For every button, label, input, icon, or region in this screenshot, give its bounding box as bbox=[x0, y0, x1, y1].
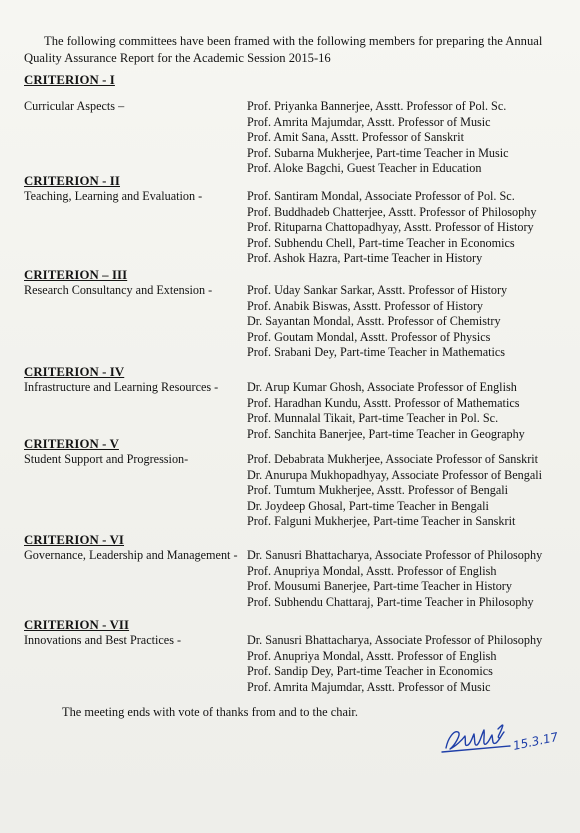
signature-date: 15.3.17 bbox=[511, 729, 560, 753]
criterion-4-section bbox=[24, 365, 564, 441]
criterion-aspect: Infrastructure and Learning Resources - bbox=[24, 380, 219, 394]
member-list bbox=[247, 452, 542, 530]
member-item: Prof. Amrita Majumdar, Asstt. Professor of Music bbox=[247, 679, 491, 694]
member-item: Dr. Joydeep Ghosal, Part-time Teacher in Bengali bbox=[247, 498, 489, 513]
member-item: Prof. Subhendu Chattaraj, Part-time Teacher in Philosophy bbox=[247, 594, 534, 609]
criterion-3-section bbox=[24, 268, 564, 360]
member-item: Prof. Amrita Majumdar, Asstt. Professor of Music bbox=[247, 114, 491, 129]
member-item: Prof. Srabani Dey, Part-time Teacher in Mathematics bbox=[247, 345, 506, 360]
member-item: Prof. Buddhadeb Chatterjee, Asstt. Professor of Philosophy bbox=[247, 204, 537, 219]
criterion-aspect: Teaching, Learning and Evaluation - bbox=[24, 189, 203, 203]
criterion-heading: CRITERION - II bbox=[24, 174, 120, 188]
member-item: Prof. Uday Sankar Sarkar, Asstt. Professor of History bbox=[247, 283, 508, 297]
member-item: Prof. Haradhan Kundu, Asstt. Professor of Mathematics bbox=[247, 395, 520, 410]
criterion-aspect: Curricular Aspects – bbox=[24, 99, 125, 113]
member-item: Prof. Debabrata Mukherjee, Associate Professor of Sanskrit bbox=[247, 452, 539, 466]
criterion-6-section bbox=[24, 533, 564, 609]
criterion-row bbox=[24, 283, 564, 360]
member-item: Prof. Rituparna Chattopadhyay, Asstt. Professor of History bbox=[247, 220, 534, 235]
criterion-heading: CRITERION - IV bbox=[24, 365, 125, 379]
member-item: Dr. Sanusri Bhattacharya, Associate Professor of Philosophy bbox=[247, 548, 543, 562]
criterion-row bbox=[24, 633, 564, 694]
handwritten-signature bbox=[440, 716, 575, 761]
member-list bbox=[247, 283, 507, 361]
member-item: Prof. Priyanka Bannerjee, Asstt. Professor of Pol. Sc. bbox=[247, 99, 507, 113]
member-item: Dr. Anurupa Mukhopadhyay, Associate Professor of Bengali bbox=[247, 467, 543, 482]
member-item: Prof. Sandip Dey, Part-time Teacher in Economics bbox=[247, 664, 493, 679]
criterion-heading: CRITERION - VI bbox=[24, 533, 125, 547]
member-item: Prof. Amit Sana, Asstt. Professor of Sanskrit bbox=[247, 130, 465, 145]
member-item: Prof. Anabik Biswas, Asstt. Professor of History bbox=[247, 298, 483, 313]
criterion-aspect: Innovations and Best Practices - bbox=[24, 633, 182, 647]
member-item: Prof. Subarna Mukherjee, Part-time Teacher in Music bbox=[247, 145, 509, 160]
member-item: Dr. Arup Kumar Ghosh, Associate Professor of English bbox=[247, 380, 517, 394]
member-list bbox=[247, 189, 536, 267]
member-item: Prof. Tumtum Mukherjee, Asstt. Professor of Bengali bbox=[247, 483, 509, 498]
criterion-row bbox=[24, 99, 564, 176]
member-list bbox=[247, 99, 509, 177]
member-item: Prof. Anupriya Mondal, Asstt. Professor of English bbox=[247, 563, 497, 578]
criterion-aspect: Student Support and Progression- bbox=[24, 452, 189, 466]
member-item: Dr. Sayantan Mondal, Asstt. Professor of Chemistry bbox=[247, 314, 501, 329]
member-list bbox=[247, 633, 542, 695]
criterion-row bbox=[24, 189, 564, 266]
criterion-row bbox=[24, 452, 564, 529]
criterion-aspect: Governance, Leadership and Management - bbox=[24, 548, 238, 562]
criterion-heading: CRITERION - VII bbox=[24, 618, 130, 632]
member-item: Prof. Subhendu Chell, Part-time Teacher in Economics bbox=[247, 235, 515, 250]
member-item: Prof. Aloke Bagchi, Guest Teacher in Education bbox=[247, 161, 482, 176]
criterion-1-section bbox=[24, 73, 564, 176]
criterion-2-section bbox=[24, 174, 564, 266]
closing-remark: The meeting ends with vote of thanks from and to the chair. bbox=[62, 705, 358, 719]
criterion-5-section bbox=[24, 437, 564, 529]
criterion-aspect: Research Consultancy and Extension - bbox=[24, 283, 213, 297]
member-list bbox=[247, 380, 525, 442]
member-item: Prof. Ashok Hazra, Part-time Teacher in History bbox=[247, 251, 483, 266]
criterion-7-section bbox=[24, 618, 564, 694]
intro-paragraph: The following committees have been framed with the following members for preparing the Annual Quality Assurance Report for the Academic Session 2015-16 bbox=[24, 34, 543, 65]
member-list bbox=[247, 548, 542, 610]
member-item: Prof. Anupriya Mondal, Asstt. Professor of English bbox=[247, 648, 497, 663]
criterion-heading: CRITERION – III bbox=[24, 268, 128, 282]
member-item: Prof. Sanchita Banerjee, Part-time Teacher in Geography bbox=[247, 426, 525, 441]
criterion-row bbox=[24, 380, 564, 441]
criterion-heading: CRITERION - I bbox=[24, 73, 115, 87]
member-item: Prof. Falguni Mukherjee, Part-time Teacher in Sanskrit bbox=[247, 514, 516, 529]
member-item: Prof. Mousumi Banerjee, Part-time Teacher in History bbox=[247, 579, 512, 594]
member-item: Prof. Munnalal Tikait, Part-time Teacher in Pol. Sc. bbox=[247, 411, 499, 426]
member-item: Prof. Goutam Mondal, Asstt. Professor of Physics bbox=[247, 329, 491, 344]
criterion-heading: CRITERION - V bbox=[24, 437, 119, 451]
member-item: Prof. Santiram Mondal, Associate Professor of Pol. Sc. bbox=[247, 189, 515, 203]
criterion-row bbox=[24, 548, 564, 609]
member-item: Dr. Sanusri Bhattacharya, Associate Professor of Philosophy bbox=[247, 633, 543, 647]
